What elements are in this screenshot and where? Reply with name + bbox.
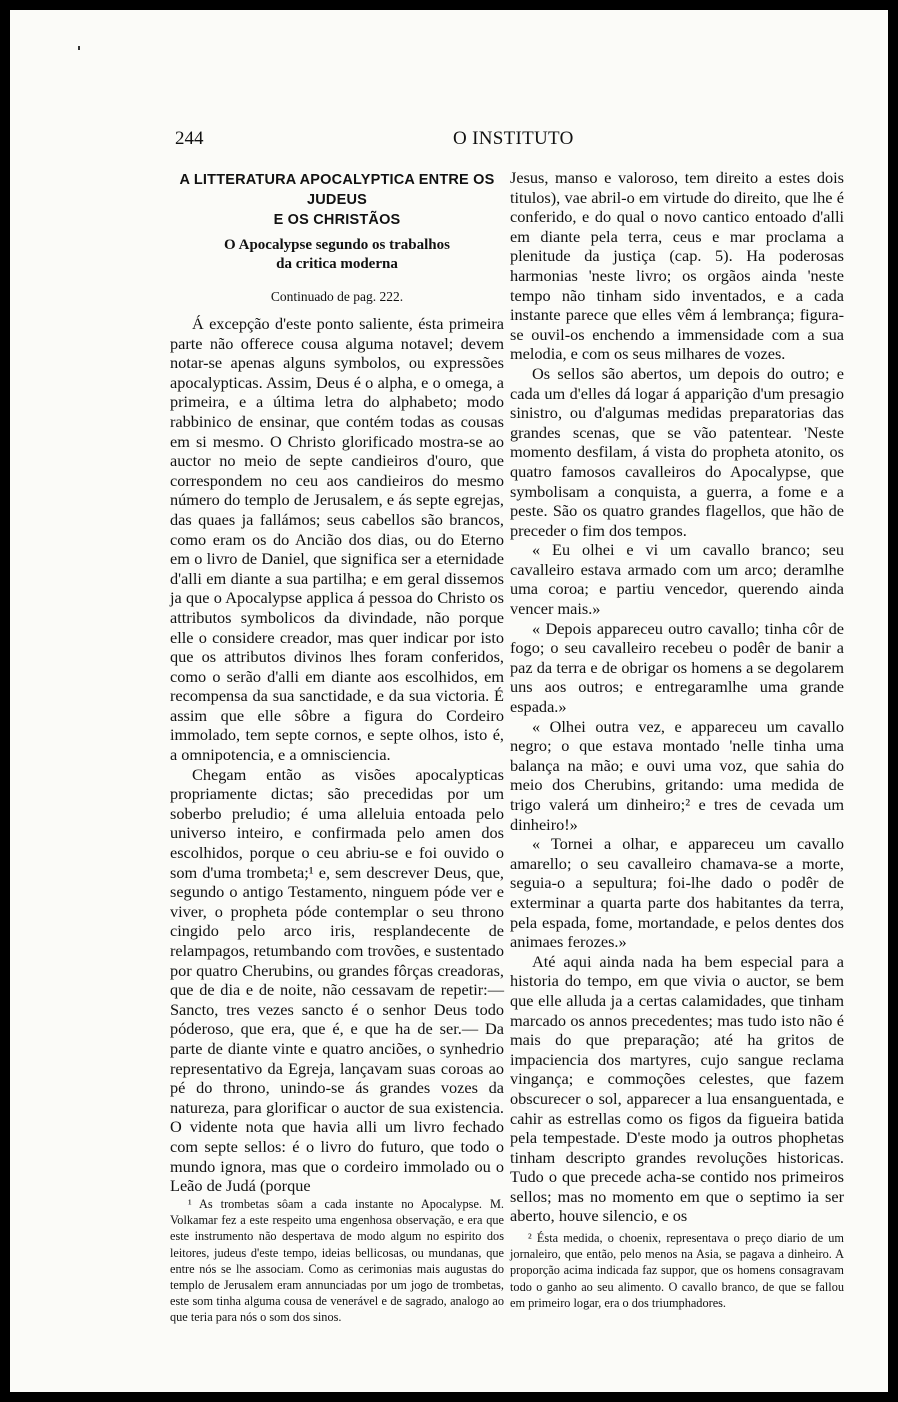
continuation-note: Continuado de pag. 222. [270,289,404,304]
article-subtitle [170,236,504,274]
quotation: « Depois appareceu outro cavallo; tinha côr de fogo; o seu cavalleiro recebeu o podêr de banir a paz da terra e de obrigar os homens a se degolarem uns aos outros; e entregaramlhe uma grande espada.» [510,618,844,717]
page-number: 244 [175,128,204,149]
right-column [510,168,844,1226]
footnote-2 [510,1230,844,1311]
running-head [175,128,842,154]
article-title-line-2: E OS CHRISTÃOS [273,212,401,228]
footnote-1 [170,1196,504,1326]
footnote-text: ¹ As trombetas sôam a cada instante no Apocalypse. M. Volkamar fez a este respeito uma engenhosa observação, e era que este instrumento não despertava de modo algum no espirito dos leitores, judeus d'este tempo, ideias bellicosas, ou mundanas, que entre nós se lhe associam. Como as cerimonias mais augustas do templo de Jerusalem eram annunciadas por um jogo de trombetas, este som tinha alguma cousa de venerável e de sagrado, analogo ao que teria para nós o som dos sinos. [170,1197,504,1325]
paragraph: Até aqui ainda nada ha bem especial para a historia do tempo, em que vivia o auctor, se bem que elle alluda ja a certas calamidades, que tinham marcado os annos precedentes; mas tudo isto não é mais do que preparação; até ha gritos de impaciencia dos martyres, cujo sangue reclama vingança; e commoções celestes, que fazem obscurecer o sol, apparecer a lua ensanguentada, e cahir as estrellas como os figos da figueira batida pela tempestade. D'este modo ja outros phophetas tinham descripto grandes revoluções historicas. Tudo o que precede acha-se contido nos primeiros sellos; mas no momento em que o septimo ia ser aberto, houve silencio, e os [510,951,844,1226]
article-subtitle-line-2: da critica moderna [276,256,398,272]
left-column [170,168,504,1196]
paragraph: Á excepção d'este ponto saliente, ésta primeira parte não offerece cousa alguma notavel; devem notar-se apenas alguns symbolos, ou expressões apocalypticas. Assim, Deus é o alpha, e o omega, a primeira, e a última letra do alphabeto; modo rabbinico de ensinar, que contém todas as cousas em si mesmo. O Christo glorificado mostra-se ao auctor no meio de septe candieiros d'ouro, que correspondem no ceu aos candieiros do mesmo número do templo de Jerusalem, e ás septe egrejas, das quaes ja fallámos; seus cabellos são brancos, como eram os do Ancião dos dias, ou do Eterno em o livro de Daniel, que significa ser a eternidade d'alli em diante a sua partilha; e em geral dissemos ja que o Apocalypse applica á pessoa do Christo os attributos symbolicos da divindade, não porque elle o considere creador, mas quer indicar por isto que os attributos divinos lhes foram conferidos, como o serão d'alli em diante aos escolhidos, em recompensa da sua sanctidade, e da sua victoria. É assim que elle sôbre a figura do Cordeiro immolado, tem septe cornos, e septe olhos, isto é, a omnipotencia, e a omnisciencia. [170,314,504,765]
quotation: « Eu olhei e vi um cavallo branco; seu cavalleiro estava armado com um arco; deramlhe uma coroa; e partiu vencedor, querendo ainda vencer mais.» [510,540,844,619]
journal-title: O INSTITUTO [453,128,574,149]
print-speck [78,46,80,50]
footnote-text: ² Ésta medida, o choenix, representava o preço diario de um jornaleiro, que então, pelo menos na Asia, se pagava a dinheiro. A proporção acima indicada faz suppor, que os homens consagravam todo o ganho ao seu alimento. O cavallo branco, de que se fallou em primeiro logar, era o dos triumphadores. [510,1231,844,1310]
page-sheet [10,10,888,1392]
paragraph: Os sellos são abertos, um depois do outro; e cada um d'elles dá logar á apparição d'um presagio sinistro, ou d'algumas medidas preparatorias das grandes scenas, que se vão patentear. 'Neste momento desfilam, á vista do propheta atonito, os quatro famosos cavalleiros do Apocalypse, que symbolisam a conquista, a guerra, a fome e a peste. São os quatro grandes flagellos, que hão de preceder o fim dos tempos. [510,363,844,540]
paragraph: Jesus, manso e valoroso, tem direito a estes dois titulos), vae abril-o em virtude do direito, que lhe é conferido, e do qual o novo cantico entoado d'alli em diante pela terra, ceus e mar proclama a plenitude da justiça (cap. 5). Ha poderosas harmonias 'neste livro; os orgãos ainda 'neste tempo não tinham sido inventados, e a cada instante parece que elles vêm á lembrança; figura-se ouvil-os enchendo a immensidade com a sua melodia, e com os seus milhares de vozes. [510,168,844,364]
article-subtitle-line-1: O Apocalypse segundo os trabalhos [224,237,450,253]
quotation: « Olhei outra vez, e appareceu um cavallo negro; o que estava montado 'nelle tinha uma balança na mão; e ouvi uma voz, que sahia do meio dos Cherubins, gritando: uma medida de trigo valerá um dinheiro;² e tres de cevada um dinheiro!» [510,716,844,834]
article-title [170,170,504,230]
paragraph: Chegam então as visões apocalypticas propriamente dictas; são precedidas por um soberbo preludio; é uma alleluia entoada pelo universo inteiro, e confirmada pelo amen dos escolhidos, porque o ceu abriu-se e foi ouvido o som d'uma trombeta;¹ e, sem descrever Deus, que, segundo o antigo Testamento, ninguem póde ver e viver, o propheta póde contemplar o seu throno cingido pelo arco iris, resplandecente de relampagos, retumbando com trovões, e sustentado por quatro Cherubins, ou grandes fôrças creadoras, que de dia e de noite, não cessavam de repetir:— Sancto, tres vezes sancto é o senhor Deus todo póderoso, que era, que é, e que ha de ser.— Da parte de diante vinte e quatro anciões, o synhedrio representativo da Egreja, lançavam suas coroas ao pé do throno, unindo-se ás grandes vozes da natureza, para glorificar o auctor de sua existencia. O vidente nota que havia alli um livro fechado com septe sellos: é o livro do futuro, que todo o mundo ignora, mas que o cordeiro immolado ou o Leão de Judá (porque [170,764,504,1196]
quotation: « Tornei a olhar, e appareceu um cavallo amarello; o seu cavalleiro chamava-se a morte, seguia-o a sepultura; foi-lhe dado o podêr de exterminar a quarta parte dos habitantes da terra, pela espada, fome, mortandade, e pelos dentes dos animaes ferozes.» [510,834,844,952]
article-title-line-1: A LITTERATURA APOCALYPTICA ENTRE OS JUDEUS [179,172,495,208]
